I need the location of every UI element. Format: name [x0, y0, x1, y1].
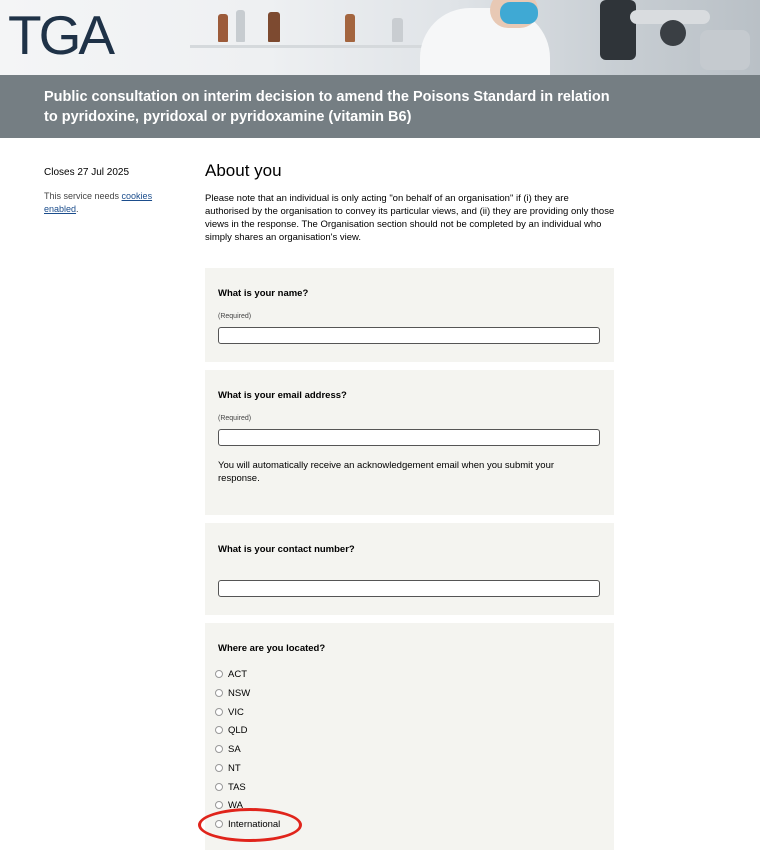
radio-label: NT — [228, 762, 241, 774]
contact-input[interactable] — [218, 580, 600, 597]
radio-option-sa[interactable] — [215, 741, 241, 757]
radio-label: QLD — [228, 724, 248, 736]
header-banner — [0, 0, 760, 75]
radio-option-wa[interactable] — [215, 797, 243, 813]
email-question: What is your email address? — [218, 390, 347, 401]
cookies-notice — [44, 190, 174, 216]
location-card — [205, 623, 614, 850]
banner-microscope-knob — [660, 20, 686, 46]
radio-button[interactable] — [215, 689, 223, 697]
banner-bottle — [218, 14, 228, 42]
intro-text: Please note that an individual is only acting "on behalf of an organisation" if (i) they are authorised by the organisation to convey its particular views, and (ii) they are providing only those views in the response. The Organisation section should not be completed by an individual who simply shares an organisation's view. — [205, 193, 615, 243]
radio-label: SA — [228, 743, 241, 755]
closing-date: Closes 27 Jul 2025 — [44, 167, 130, 178]
email-card — [205, 370, 614, 515]
name-card — [205, 268, 614, 362]
radio-button[interactable] — [215, 820, 223, 828]
radio-option-nsw[interactable] — [215, 685, 250, 701]
radio-label: ACT — [228, 668, 247, 680]
radio-button[interactable] — [215, 801, 223, 809]
radio-label: VIC — [228, 706, 244, 718]
radio-button[interactable] — [215, 670, 223, 678]
banner-bottle — [392, 18, 403, 42]
radio-button[interactable] — [215, 764, 223, 772]
banner-microscope — [600, 0, 636, 60]
radio-option-vic[interactable] — [215, 704, 244, 720]
name-question: What is your name? — [218, 288, 309, 299]
banner-bottle — [345, 14, 355, 42]
cookies-suffix: . — [76, 204, 79, 214]
title-bar — [0, 75, 760, 138]
contact-question: What is your contact number? — [218, 544, 355, 555]
radio-button[interactable] — [215, 726, 223, 734]
contact-card — [205, 523, 614, 615]
email-input[interactable] — [218, 429, 600, 446]
radio-label: WA — [228, 799, 243, 811]
banner-scientist-mask — [500, 2, 538, 24]
tga-logo[interactable]: TGA — [8, 4, 113, 66]
radio-option-tas[interactable] — [215, 779, 246, 795]
radio-button[interactable] — [215, 745, 223, 753]
banner-microscope-base — [700, 30, 750, 70]
cookies-link[interactable]: cookies enabled — [44, 191, 153, 214]
radio-option-nt[interactable] — [215, 760, 241, 776]
name-input[interactable] — [218, 327, 600, 344]
radio-button[interactable] — [215, 783, 223, 791]
email-note: You will automatically receive an acknowledgement email when you submit your response. — [218, 460, 555, 484]
banner-bottle — [268, 12, 280, 42]
radio-label: International — [228, 818, 281, 830]
radio-option-international[interactable] — [215, 816, 280, 832]
radio-label: TAS — [228, 781, 246, 793]
radio-option-act[interactable] — [215, 666, 247, 682]
banner-shelf — [190, 45, 440, 48]
radio-option-qld[interactable] — [215, 722, 248, 738]
section-title: About you — [205, 161, 282, 180]
page-title: Public consultation on interim decision to amend the Poisons Standard in relation to pyridoxine, pyridoxal or pyridoxamine (vitamin B6) — [44, 89, 610, 125]
location-question: Where are you located? — [218, 643, 326, 654]
radio-label: NSW — [228, 687, 251, 699]
cookies-prefix: This service needs — [44, 191, 122, 201]
email-required: (Required) — [218, 415, 252, 422]
name-required: (Required) — [218, 313, 252, 320]
radio-button[interactable] — [215, 708, 223, 716]
banner-bottle — [236, 10, 245, 42]
